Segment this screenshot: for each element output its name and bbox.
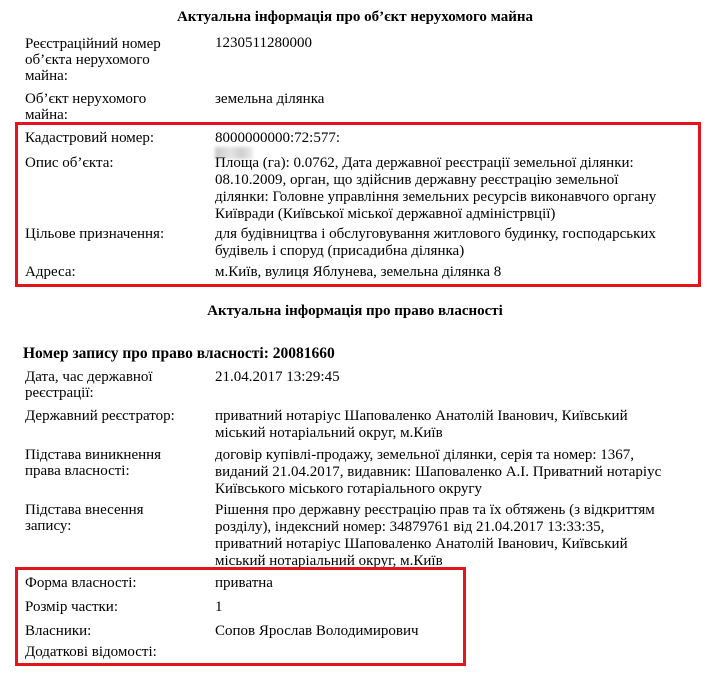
- value-entry-basis: Рішення про державну реєстрацію прав та їх обтяжень (з відкриттям розділу), індексний номер: 34879761 від 21.04.2017 13:33:35, приватний нотаріус Шаповаленко Анатолій Іванович, Київський міський нотаріальний округ, м.Київ: [215, 502, 655, 569]
- value-owners: Сопов Ярослав Володимирович: [215, 623, 419, 639]
- value-registration-date: 21.04.2017 13:29:45: [215, 369, 340, 385]
- label-registrar: Державний реєстратор:: [25, 408, 175, 424]
- value-ownership-form: приватна: [215, 575, 273, 591]
- label-registration-number: Реєстраційний номер об’єкта нерухомого майна:: [25, 36, 161, 84]
- label-registration-date: Дата, час державної реєстрації:: [25, 369, 153, 401]
- value-property-object: земельна ділянка: [215, 91, 325, 107]
- value-registrar: приватний нотаріус Шаповаленко Анатолій Іванович, Київський міський нотаріальний округ, м.Київ: [215, 408, 628, 441]
- ownership-section-title: Актуальна інформація про право власності: [207, 303, 503, 319]
- label-property-object: Об’єкт нерухомого майна:: [25, 91, 147, 123]
- value-registration-number: 1230511280000: [215, 35, 312, 51]
- value-purpose: для будівництва і обслуговування житлового будинку, господарських будівель і споруд (присадибна ділянка): [215, 226, 656, 259]
- label-cadastral-number: Кадастровий номер:: [25, 130, 155, 146]
- label-additional-info: Додаткові відомості:: [25, 644, 157, 660]
- highlight-box-object: [15, 122, 701, 287]
- label-purpose: Цільове призначення:: [25, 226, 165, 242]
- label-owners: Власники:: [25, 623, 92, 639]
- value-object-description: Площа (га): 0.0762, Дата державної реєстрації земельної ділянки: 08.10.2009, орган, що здійснив державну реєстрацію земельної ділянки: Головне управління земельних ресурсів виконавчого органу Київради (Київської міської державної адміністрвції): [215, 155, 657, 222]
- highlight-box-ownership: [15, 567, 466, 666]
- label-address: Адреса:: [25, 264, 76, 280]
- object-section-title: Актуальна інформація про об’єкт нерухомого майна: [176, 9, 534, 25]
- value-cadastral-number: 8000000000:72:577:: [215, 130, 700, 159]
- label-ownership-basis: Підстава виникнення права власності:: [25, 447, 162, 479]
- value-address: м.Київ, вулиця Яблунева, земельна ділянка 8: [215, 264, 502, 280]
- value-share-size: 1: [215, 599, 223, 615]
- ownership-record-number: Номер запису про право власності: 20081660: [23, 345, 335, 362]
- label-object-description: Опис об’єкта:: [25, 155, 114, 171]
- label-ownership-form: Форма власності:: [25, 575, 137, 591]
- label-entry-basis: Підстава внесення запису:: [25, 502, 144, 534]
- label-share-size: Розмір частки:: [25, 599, 118, 615]
- value-ownership-basis: договір купівлі-продажу, земельної ділянки, серія та номер: 1367, виданий 21.04.2017, видавник: Шаповаленко А.І. Приватний нотаріус Київського міського готаріального округу: [215, 447, 662, 497]
